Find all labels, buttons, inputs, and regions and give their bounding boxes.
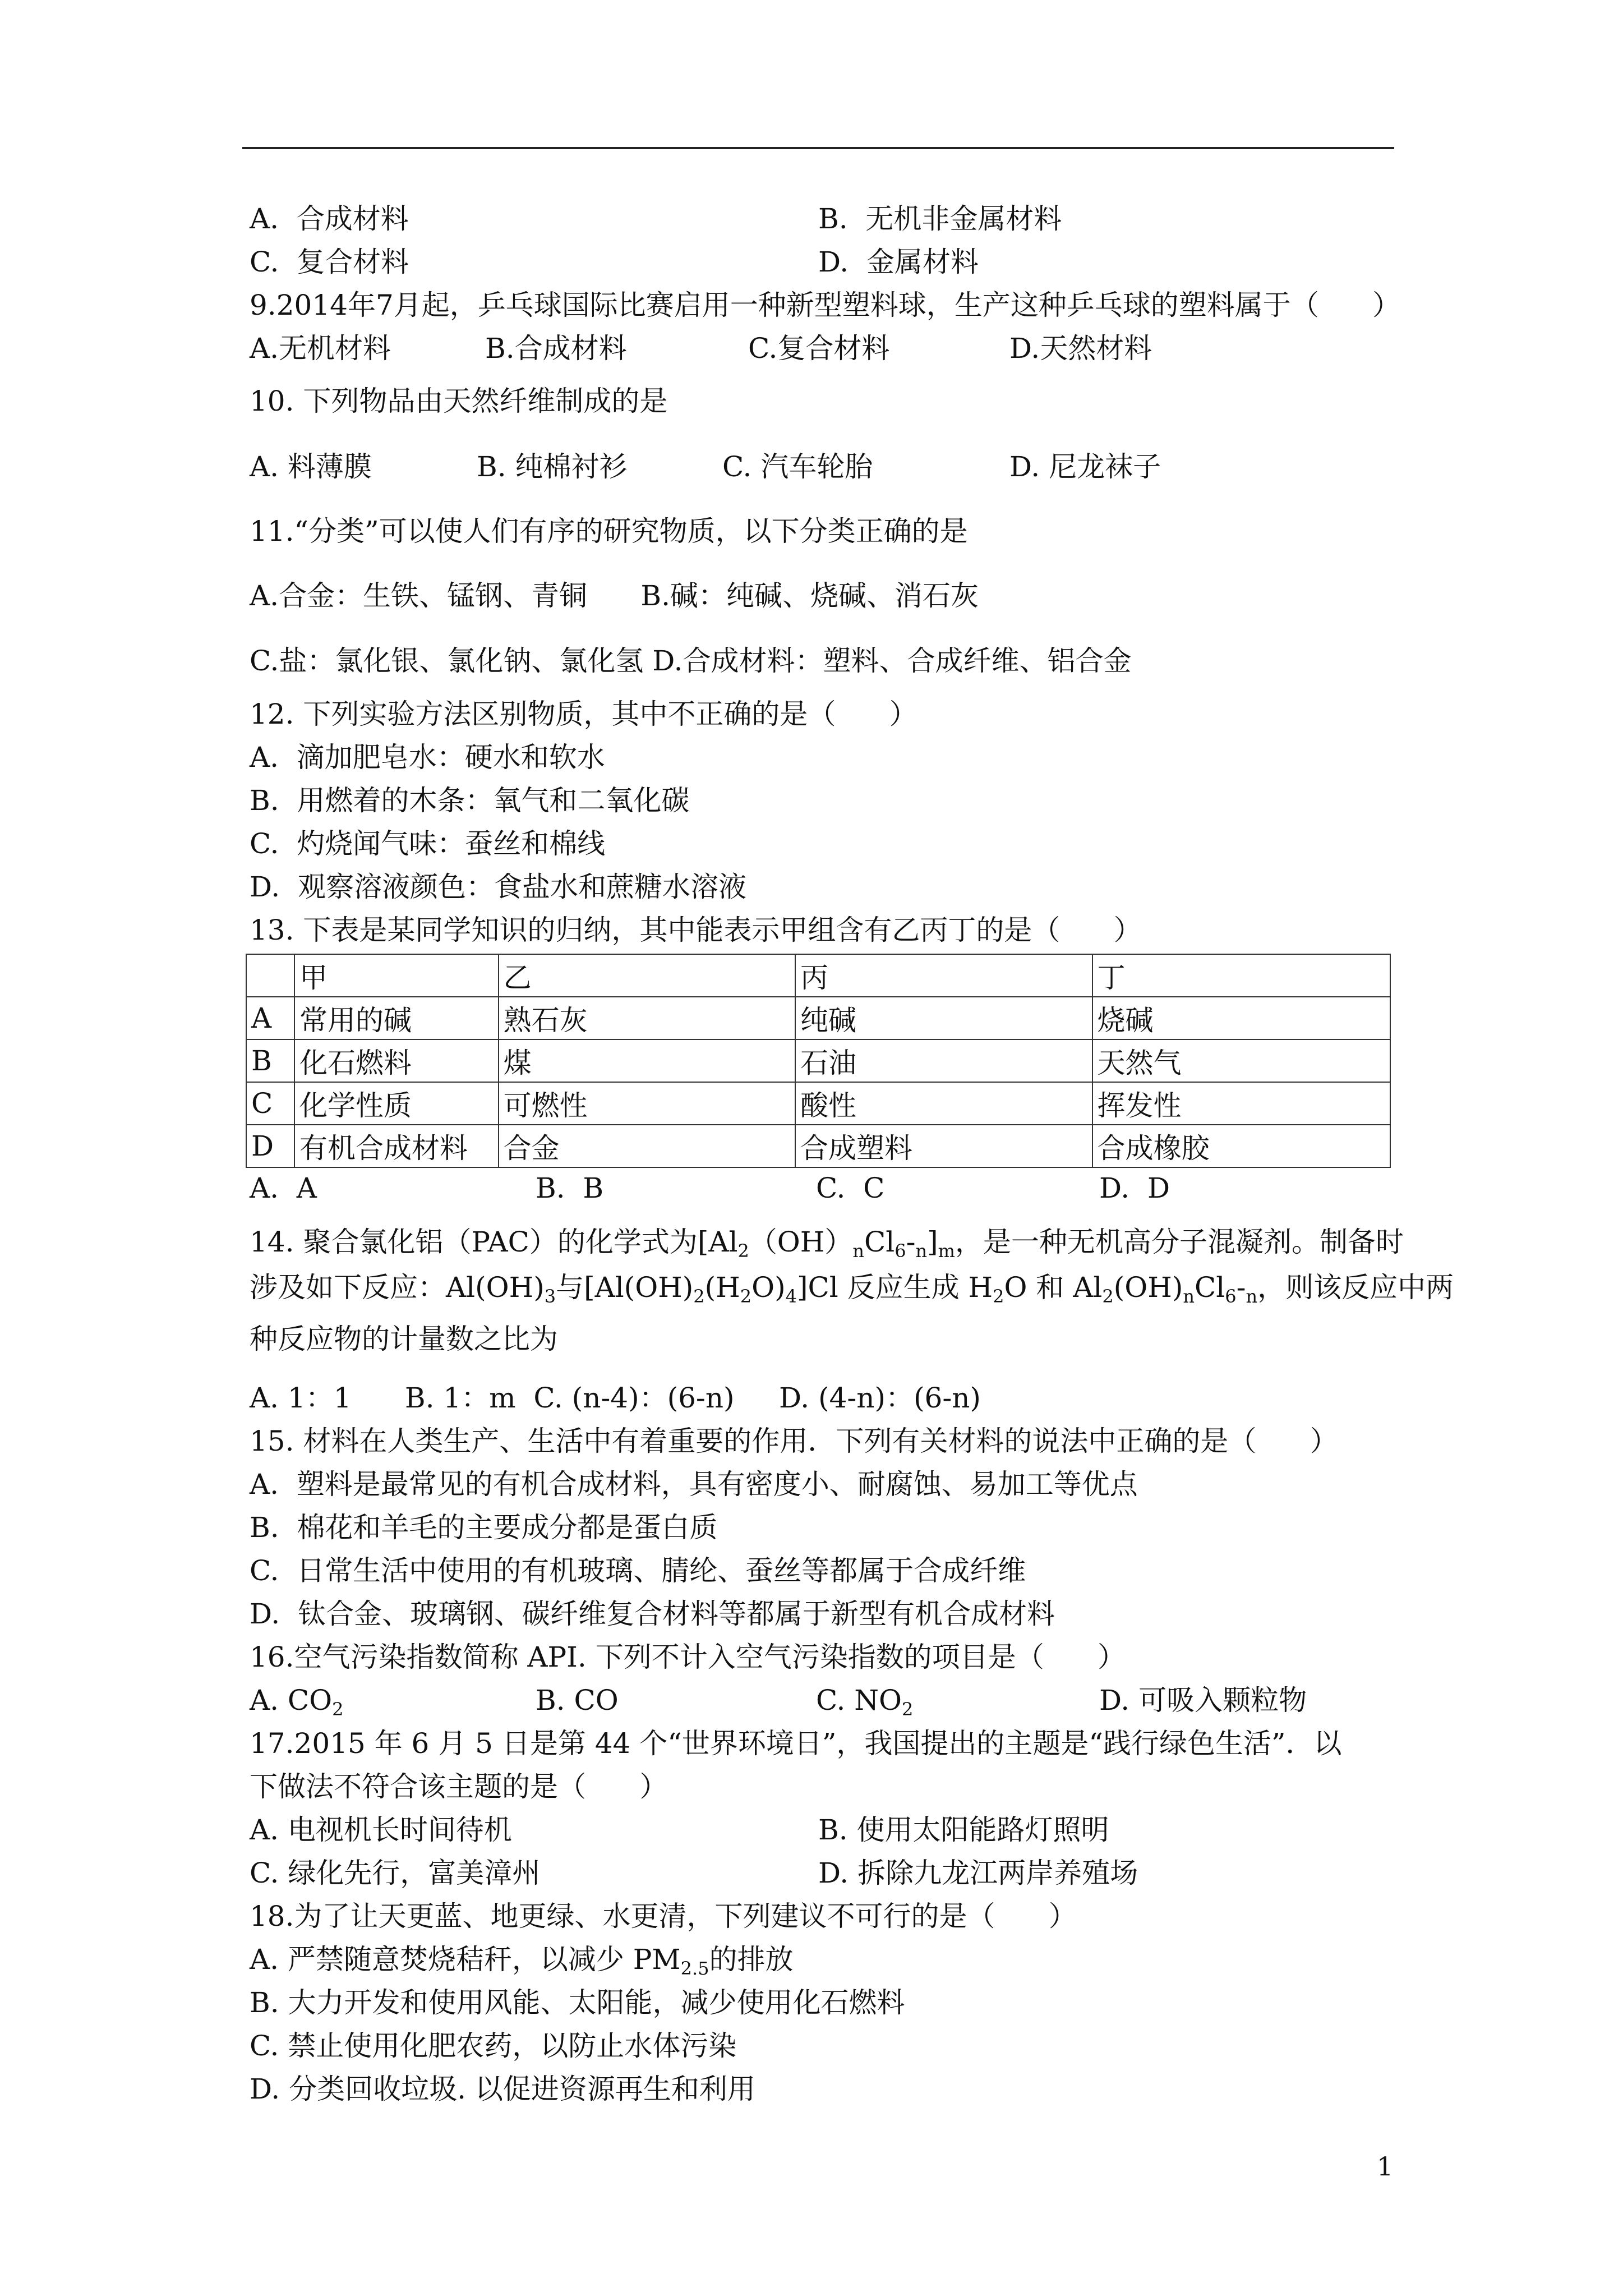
table-cell: 甲 — [294, 954, 499, 997]
q10-option-b: B. 纯棉衬衫 — [477, 450, 628, 483]
table-row — [246, 997, 1390, 1039]
table-cell: 合金 — [499, 1125, 795, 1167]
q18-option-c: C. 禁止使用化肥农药，以防止水体污染 — [250, 2030, 737, 2062]
q15-stem: 15. 材料在人类生产、生活中有着重要的作用．下列有关材料的说法中正确的是（ ） — [250, 1425, 1338, 1457]
q13-option-a: A. A — [250, 1172, 317, 1204]
q18-option-a: A. 严禁随意焚烧秸秆，以减少 $PM_{2.5}$的排放 — [250, 1943, 794, 1979]
q12-option-a: A. 滴加肥皂水：硬水和软水 — [250, 741, 605, 774]
q16-stem: 16.空气污染指数简称 API. 下列不计入空气污染指数的项目是（ ） — [250, 1641, 1126, 1673]
q17-option-b: B. 使用太阳能路灯照明 — [818, 1814, 1109, 1846]
q13-option-b: B. B — [536, 1172, 604, 1204]
table-cell: 熟石灰 — [499, 997, 795, 1039]
q12-stem: 12. 下列实验方法区别物质，其中不正确的是（ ） — [250, 698, 917, 730]
table-cell: B — [246, 1039, 294, 1082]
q16-option-a: A. $CO_2$ — [250, 1684, 344, 1720]
q9-option-b: B.合成材料 — [485, 332, 627, 365]
q18-option-b: B. 大力开发和使用风能、太阳能，减少使用化石燃料 — [250, 1986, 905, 2019]
table-cell: 挥发性 — [1092, 1082, 1391, 1125]
q11-stem: 11.“分类”可以使人们有序的研究物质，以下分类正确的是 — [250, 515, 968, 547]
table-cell: 化石燃料 — [294, 1039, 499, 1082]
table-cell: D — [246, 1125, 294, 1167]
q18-stem: 18.为了让天更蓝、地更绿、水更清，下列建议不可行的是（ ） — [250, 1900, 1077, 1932]
q9-option-c: C.复合材料 — [748, 332, 890, 365]
q12-option-b: B. 用燃着的木条：氧气和二氧化碳 — [250, 784, 690, 817]
q13-table — [246, 954, 1391, 1168]
q16-option-c: C. $NO_2$ — [816, 1684, 914, 1720]
q13-stem: 13. 下表是某同学知识的归纳，其中能表示甲组含有乙丙丁的是（ ） — [250, 914, 1142, 946]
table-cell: 石油 — [795, 1039, 1092, 1082]
q16-option-d: D. 可吸入颗粒物 — [1099, 1684, 1307, 1717]
q8-option-a: A. 合成材料 — [250, 203, 409, 235]
table-cell: 乙 — [499, 954, 795, 997]
header-rule — [242, 147, 1394, 149]
table-cell: 天然气 — [1092, 1039, 1391, 1082]
table-cell: 煤 — [499, 1039, 795, 1082]
q11-options-cd: C.盐：氯化银、氯化钠、氯化氢 D.合成材料：塑料、合成纤维、铝合金 — [250, 645, 1132, 677]
table-cell: 丙 — [795, 954, 1092, 997]
q14-line-3: 种反应物的计量数之比为 — [250, 1323, 558, 1355]
q8-option-b: B. 无机非金属材料 — [818, 203, 1062, 235]
table-cell: 合成橡胶 — [1092, 1125, 1391, 1167]
q17-option-c: C. 绿化先行，富美漳州 — [250, 1857, 541, 1889]
q17-option-a: A. 电视机长时间待机 — [250, 1814, 512, 1846]
q12-option-c: C. 灼烧闻气味：蚕丝和棉线 — [250, 827, 606, 860]
q12-option-d: D. 观察溶液颜色：食盐水和蔗糖水溶液 — [250, 871, 746, 903]
table-cell — [246, 954, 294, 997]
table-cell: 有机合成材料 — [294, 1125, 499, 1167]
q18-option-d: D. 分类回收垃圾. 以促进资源再生和利用 — [250, 2073, 755, 2105]
table-cell: C — [246, 1082, 294, 1125]
q14-line-2: 涉及如下反应：$Al(OH)_3$与$[Al(OH)_2(H_2O)_4]Cl$ 反应生成 $H_2O$ 和 $Al_2(OH)_nCl_6-_n$，则该反应中两 — [250, 1271, 1454, 1307]
q9-option-a: A.无机材料 — [250, 332, 391, 365]
q10-option-d: D. 尼龙袜子 — [1009, 450, 1161, 483]
table-header-row — [246, 954, 1390, 997]
q15-option-b: B. 棉花和羊毛的主要成分都是蛋白质 — [250, 1511, 718, 1544]
q15-option-c: C. 日常生活中使用的有机玻璃、腈纶、蚕丝等都属于合成纤维 — [250, 1554, 1026, 1587]
q11-options-ab: A.合金：生铁、锰钢、青铜 B.碱：纯碱、烧碱、消石灰 — [250, 579, 979, 612]
q14-options: A. 1：1 B. 1：m C. (n-4)：(6-n) D. (4-n)：(6-n) — [250, 1382, 981, 1414]
table-cell: 常用的碱 — [294, 997, 499, 1039]
q8-option-d: D. 金属材料 — [818, 246, 979, 278]
table-cell: A — [246, 997, 294, 1039]
q15-option-d: D. 钛合金、玻璃钢、碳纤维复合材料等都属于新型有机合成材料 — [250, 1598, 1055, 1630]
q13-option-c: C. C — [816, 1172, 885, 1204]
q15-option-a: A. 塑料是最常见的有机合成材料，具有密度小、耐腐蚀、易加工等优点 — [250, 1468, 1138, 1501]
table-cell: 化学性质 — [294, 1082, 499, 1125]
table-cell: 酸性 — [795, 1082, 1092, 1125]
q17-stem-line-2: 下做法不符合该主题的是（ ） — [250, 1770, 668, 1803]
q9-option-d: D.天然材料 — [1009, 332, 1152, 365]
table-row — [246, 1039, 1390, 1082]
table-cell: 丁 — [1092, 954, 1391, 997]
q8-option-c: C. 复合材料 — [250, 246, 409, 278]
q17-stem-line-1: 17.2015 年 6 月 5 日是第 44 个“世界环境日”，我国提出的主题是“践行绿色生活”．以 — [250, 1727, 1342, 1760]
q10-stem: 10. 下列物品由天然纤维制成的是 — [250, 385, 668, 417]
q14-line-1: 14. 聚合氯化铝（PAC）的化学式为$[Al_2(OH)_nCl_6-_n]_m$，是一种无机高分子混凝剂。制备时 — [250, 1226, 1404, 1262]
q13-option-d: D. D — [1099, 1172, 1170, 1204]
table-cell: 合成塑料 — [795, 1125, 1092, 1167]
q10-option-a: A. 料薄膜 — [250, 450, 372, 483]
q10-option-c: C. 汽车轮胎 — [722, 450, 873, 483]
q9-stem: 9.2014年7月起，乒乓球国际比赛启用一种新型塑料球，生产这种乒乓球的塑料属于（ ） — [250, 289, 1401, 321]
table-cell: 纯碱 — [795, 997, 1092, 1039]
page-number: 1 — [1377, 2151, 1394, 2182]
table-row — [246, 1082, 1390, 1125]
q17-option-d: D. 拆除九龙江两岸养殖场 — [818, 1857, 1138, 1889]
q16-option-b: B. CO — [536, 1684, 619, 1717]
table-cell: 烧碱 — [1092, 997, 1391, 1039]
table-cell: 可燃性 — [499, 1082, 795, 1125]
table-row — [246, 1125, 1390, 1167]
